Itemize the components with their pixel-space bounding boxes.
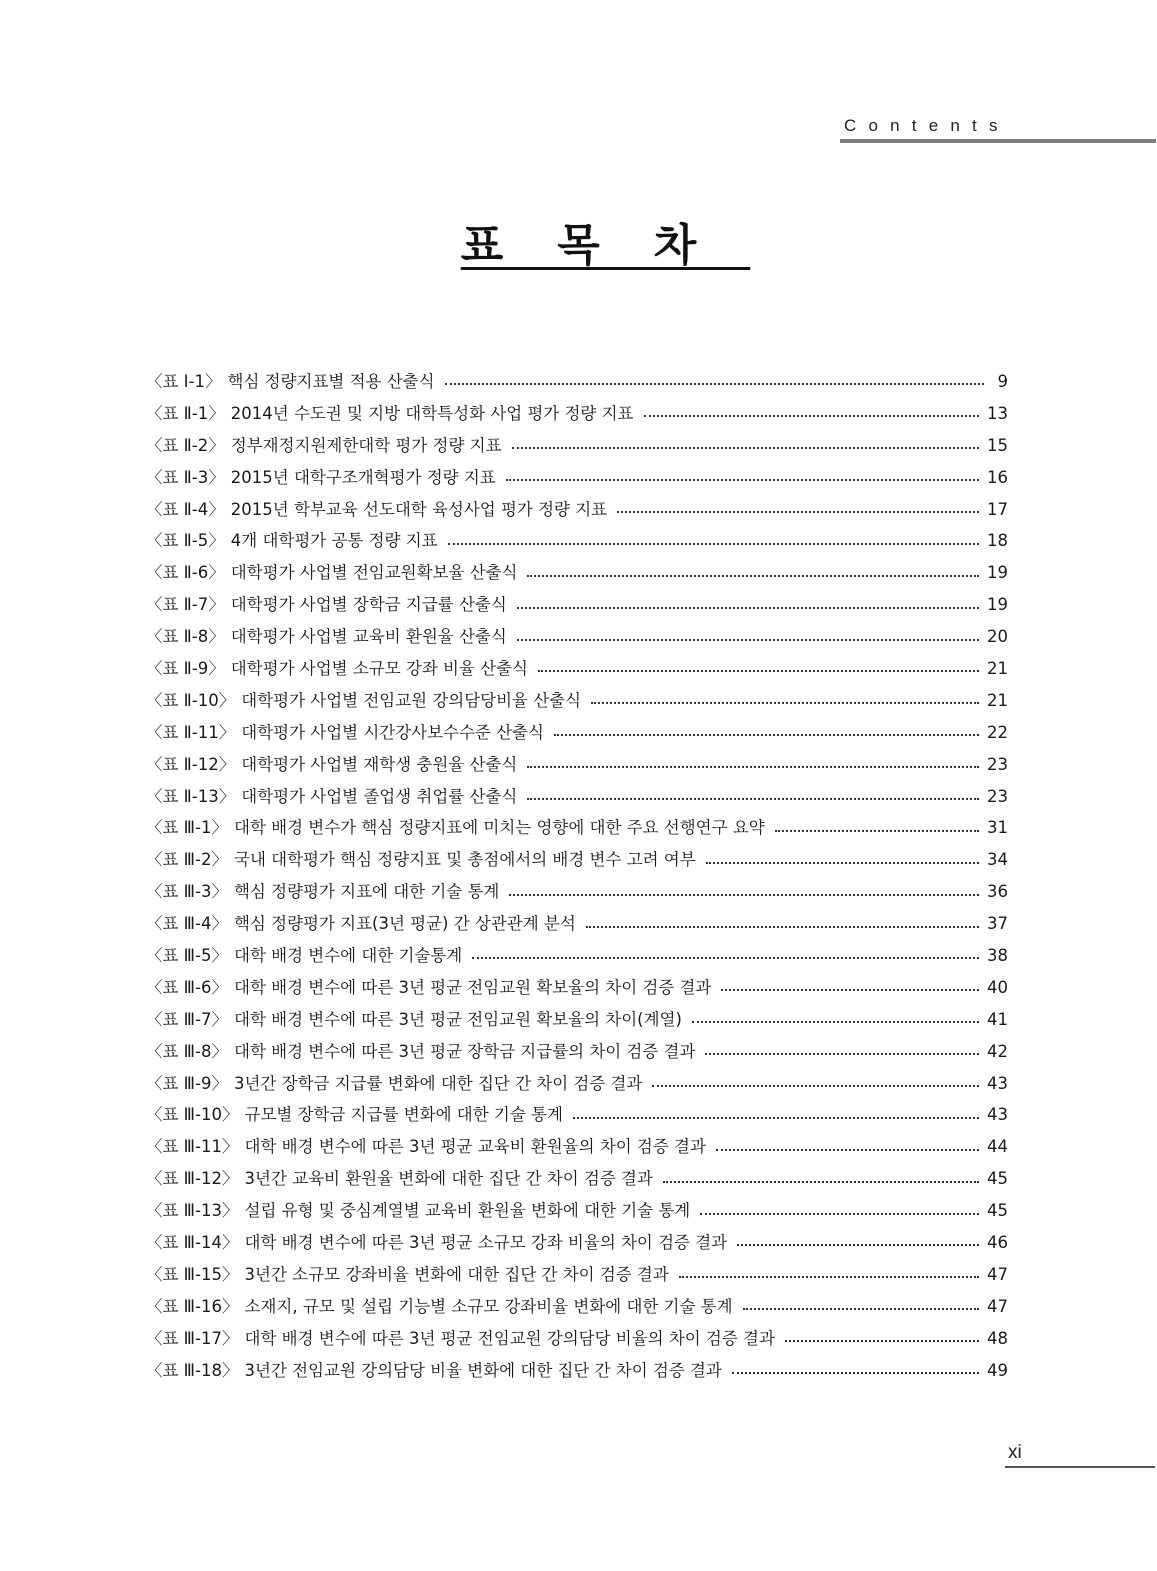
toc-entry-title: 대학평가 사업별 졸업생 취업률 산출식	[241, 786, 518, 806]
toc-entry-label: 〈표 Ⅲ-4〉	[146, 914, 229, 934]
toc-entry-title: 대학평가 사업별 장학금 지급률 산출식	[230, 595, 507, 615]
toc-dot-leader	[472, 956, 979, 959]
toc-entry-title: 3년간 소규모 강좌비율 변화에 대한 집단 간 차이 검증 결과	[244, 1264, 669, 1284]
toc-entry-page: 21	[987, 690, 1008, 710]
toc-entry[interactable]	[146, 1227, 1008, 1259]
toc-entry-page: 19	[987, 563, 1008, 583]
toc-entry-page: 40	[987, 977, 1008, 997]
toc-entry-label: 〈표 Ⅲ-6〉	[146, 977, 229, 997]
toc-dot-leader	[617, 510, 979, 513]
toc-entry-label: 〈표 Ⅱ-4〉	[146, 499, 225, 519]
toc-entry-label: 〈표 Ⅱ-12〉	[146, 754, 236, 774]
toc-entry[interactable]	[146, 1131, 1008, 1163]
toc-entry-label: 〈표 Ⅲ-2〉	[146, 850, 229, 870]
toc-entry-label: 〈표 Ⅱ-11〉	[146, 722, 236, 742]
toc-entry-label: 〈표 Ⅲ-11〉	[146, 1137, 239, 1157]
toc-entry-page: 47	[987, 1264, 1008, 1284]
header-rule	[840, 139, 1156, 143]
toc-entry-title: 핵심 정량평가 지표(3년 평균) 간 상관관계 분석	[234, 914, 576, 934]
toc-entry[interactable]	[146, 1355, 1008, 1387]
toc-dot-leader	[705, 1052, 979, 1055]
toc-entry-page: 44	[987, 1137, 1008, 1157]
toc-entry[interactable]	[146, 749, 1008, 781]
toc-entry-title: 정부재정지원제한대학 평가 정량 지표	[230, 435, 502, 455]
toc-entry-page: 36	[987, 882, 1008, 902]
toc-entry[interactable]	[146, 812, 1008, 844]
page-title: 표목차	[460, 220, 751, 271]
toc-dot-leader	[721, 988, 979, 991]
toc-dot-leader	[512, 446, 979, 449]
toc-entry-page: 17	[987, 499, 1008, 519]
toc-entry-title: 대학평가 사업별 전임교원확보율 산출식	[230, 563, 518, 583]
toc-entry[interactable]	[146, 366, 1008, 398]
toc-entry-page: 49	[987, 1360, 1008, 1380]
toc-entry[interactable]	[146, 1004, 1008, 1036]
toc-entry-title: 대학평가 사업별 시간강사보수수준 산출식	[241, 722, 544, 742]
toc-entry-page: 23	[987, 754, 1008, 774]
toc-entry-page: 43	[987, 1105, 1008, 1125]
toc-entry-page: 31	[987, 818, 1008, 838]
toc-dot-leader	[527, 574, 979, 577]
toc-entry-page: 48	[987, 1328, 1008, 1348]
toc-dot-leader	[445, 382, 984, 385]
toc-entry-title: 대학 배경 변수에 따른 3년 평균 소규모 강좌 비율의 차이 검증 결과	[244, 1233, 728, 1253]
toc-entry-label: 〈표 Ⅲ-10〉	[146, 1105, 239, 1125]
toc-entry[interactable]	[146, 781, 1008, 813]
toc-entry-page: 38	[987, 946, 1008, 966]
toc-entry[interactable]	[146, 972, 1008, 1004]
toc-entry-label: 〈표 Ⅱ-10〉	[146, 690, 236, 710]
toc-entry[interactable]	[146, 462, 1008, 494]
toc-entry-label: 〈표 Ⅲ-9〉	[146, 1073, 229, 1093]
running-header	[840, 115, 1156, 143]
toc-entry-title: 소재지, 규모 및 설립 기능별 소규모 강좌비율 변화에 대한 기술 통계	[244, 1296, 733, 1316]
toc-dot-leader	[538, 669, 979, 672]
toc-entry[interactable]	[146, 621, 1008, 653]
toc-entry-title: 대학평가 사업별 전임교원 강의담당비율 산출식	[241, 690, 582, 710]
header-label: Contents	[844, 116, 1010, 135]
toc-entry-page: 45	[987, 1169, 1008, 1189]
toc-entry-label: 〈표 Ⅰ-1〉	[146, 372, 222, 391]
toc-entry-title: 대학 배경 변수에 따른 3년 평균 교육비 환원율의 차이 검증 결과	[244, 1137, 706, 1157]
toc-entry[interactable]	[146, 1099, 1008, 1131]
toc-entry-title: 대학 배경 변수에 따른 3년 평균 전임교원 강의담당 비율의 차이 검증 결과	[244, 1328, 775, 1348]
toc-entry[interactable]	[146, 876, 1008, 908]
toc-entry[interactable]	[146, 685, 1008, 717]
toc-entry-page: 22	[987, 722, 1008, 742]
toc-dot-leader	[527, 797, 979, 800]
toc-entry[interactable]	[146, 1195, 1008, 1227]
toc-entry[interactable]	[146, 653, 1008, 685]
toc-entry-title: 2015년 학부교육 선도대학 육성사업 평가 정량 지표	[230, 499, 608, 519]
toc-dot-leader	[644, 414, 980, 417]
toc-entry-label: 〈표 Ⅲ-13〉	[146, 1201, 239, 1221]
toc-entry-title: 대학평가 사업별 재학생 충원율 산출식	[241, 754, 518, 774]
toc-entry-title: 핵심 정량평가 지표에 대한 기술 통계	[234, 882, 500, 902]
toc-dot-leader	[706, 861, 979, 864]
toc-dot-leader	[679, 1275, 979, 1278]
toc-dot-leader	[785, 1339, 979, 1342]
toc-entry-page: 18	[987, 531, 1008, 551]
toc-entry-label: 〈표 Ⅱ-13〉	[146, 786, 236, 806]
toc-entry-label: 〈표 Ⅱ-3〉	[146, 467, 225, 487]
toc-entry-page: 42	[987, 1041, 1008, 1061]
toc-entry[interactable]	[146, 398, 1008, 430]
toc-entry-label: 〈표 Ⅲ-12〉	[146, 1169, 239, 1189]
toc-dot-leader	[591, 701, 979, 704]
toc-dot-leader	[663, 1180, 979, 1183]
toc-entry-title: 대학평가 사업별 소규모 강좌 비율 산출식	[230, 659, 528, 679]
toc-entry-page: 15	[987, 435, 1008, 455]
toc-entry[interactable]	[146, 717, 1008, 749]
toc-entry-title: 국내 대학평가 핵심 정량지표 및 총점에서의 배경 변수 고려 여부	[234, 850, 696, 870]
toc-entry-label: 〈표 Ⅲ-1〉	[146, 818, 229, 838]
toc-entry-title: 대학 배경 변수에 따른 3년 평균 전임교원 확보율의 차이 검증 결과	[234, 977, 712, 997]
toc-entry[interactable]	[146, 940, 1008, 972]
toc-entry[interactable]	[146, 589, 1008, 621]
toc-entry-label: 〈표 Ⅲ-15〉	[146, 1264, 239, 1284]
toc-entry[interactable]	[146, 1163, 1008, 1195]
toc-entry-label: 〈표 Ⅱ-8〉	[146, 627, 225, 647]
toc-entry[interactable]	[146, 908, 1008, 940]
toc-entry-page: 34	[987, 850, 1008, 870]
toc-entry[interactable]	[146, 494, 1008, 526]
toc-dot-leader	[652, 1084, 979, 1087]
toc-entry-title: 대학 배경 변수에 따른 3년 평균 전임교원 확보율의 차이(계열)	[234, 1009, 682, 1029]
toc-entry-label: 〈표 Ⅱ-2〉	[146, 435, 225, 455]
toc-entry-title: 대학평가 사업별 교육비 환원율 산출식	[230, 627, 507, 647]
toc-dot-leader	[775, 829, 979, 832]
page-footer	[1005, 1440, 1155, 1468]
toc-dot-leader	[517, 638, 979, 641]
toc-entry[interactable]	[146, 1291, 1008, 1323]
toc-entry-page: 43	[987, 1073, 1008, 1093]
toc-entry-title: 3년간 교육비 환원율 변화에 대한 집단 간 차이 검증 결과	[244, 1169, 653, 1189]
toc-entry-title: 2014년 수도권 및 지방 대학특성화 사업 평가 정량 지표	[230, 403, 634, 423]
toc-entry-page: 23	[987, 786, 1008, 806]
toc-entry[interactable]	[146, 430, 1008, 462]
toc-entry[interactable]	[146, 1323, 1008, 1355]
toc-dot-leader	[506, 478, 979, 481]
toc-entry-page: 47	[987, 1296, 1008, 1316]
toc-entry-label: 〈표 Ⅱ-5〉	[146, 531, 225, 551]
toc-entry-page: 21	[987, 659, 1008, 679]
toc-dot-leader	[517, 606, 979, 609]
toc-entry-page: 45	[987, 1201, 1008, 1221]
toc-entry-label: 〈표 Ⅲ-16〉	[146, 1296, 239, 1316]
toc-entry-title: 2015년 대학구조개혁평가 정량 지표	[230, 467, 496, 487]
toc-entry-label: 〈표 Ⅱ-9〉	[146, 659, 225, 679]
toc-entry-label: 〈표 Ⅲ-3〉	[146, 882, 229, 902]
toc-entry-title: 4개 대학평가 공통 정량 지표	[230, 531, 438, 551]
toc-entry[interactable]	[146, 1259, 1008, 1291]
toc-entry-title: 설립 유형 및 중심계열별 교육비 환원율 변화에 대한 기술 통계	[244, 1201, 691, 1221]
toc-dot-leader	[732, 1371, 979, 1374]
toc-entry-label: 〈표 Ⅲ-18〉	[146, 1360, 239, 1380]
toc-entry-page: 9	[997, 372, 1008, 391]
toc-dot-leader	[586, 925, 979, 928]
toc-dot-leader	[743, 1307, 979, 1310]
toc-entry-title: 규모별 장학금 지급률 변화에 대한 기술 통계	[244, 1105, 563, 1125]
toc-entry-title: 대학 배경 변수에 따른 3년 평균 장학금 지급률의 차이 검증 결과	[234, 1041, 696, 1061]
toc-entry-label: 〈표 Ⅲ-14〉	[146, 1233, 239, 1253]
page-number: xi	[1008, 1442, 1022, 1463]
toc-entry-title: 대학 배경 변수에 대한 기술통계	[234, 946, 463, 966]
toc-dot-leader	[716, 1148, 979, 1151]
toc-dot-leader	[700, 1212, 979, 1215]
toc-entry-title: 핵심 정량지표별 적용 산출식	[227, 372, 435, 391]
toc-entry-page: 19	[987, 595, 1008, 615]
toc-entry-page: 46	[987, 1233, 1008, 1253]
toc-entry-label: 〈표 Ⅱ-6〉	[146, 563, 225, 583]
toc-entry-page: 37	[987, 914, 1008, 934]
toc-entry[interactable]	[146, 525, 1008, 557]
toc-entry-label: 〈표 Ⅲ-17〉	[146, 1328, 239, 1348]
toc-entry-label: 〈표 Ⅲ-7〉	[146, 1009, 229, 1029]
toc-dot-leader	[737, 1243, 979, 1246]
toc-entry-page: 13	[987, 403, 1008, 423]
toc-entry[interactable]	[146, 844, 1008, 876]
page-title-wrapper	[0, 218, 1157, 274]
toc-dot-leader	[509, 893, 979, 896]
toc-entry-label: 〈표 Ⅱ-7〉	[146, 595, 225, 615]
toc-dot-leader	[554, 733, 979, 736]
toc-entry-label: 〈표 Ⅲ-8〉	[146, 1041, 229, 1061]
toc-entry-page: 20	[987, 627, 1008, 647]
toc-entry-title: 3년간 전임교원 강의담당 비율 변화에 대한 집단 간 차이 검증 결과	[244, 1360, 722, 1380]
toc-entry-label: 〈표 Ⅱ-1〉	[146, 403, 225, 423]
toc-entry[interactable]	[146, 1068, 1008, 1100]
toc-entry[interactable]	[146, 1036, 1008, 1068]
toc-entry-label: 〈표 Ⅲ-5〉	[146, 946, 229, 966]
toc-dot-leader	[573, 1116, 979, 1119]
toc-dot-leader	[692, 1020, 979, 1023]
toc-dot-leader	[448, 542, 979, 545]
toc-entry[interactable]	[146, 557, 1008, 589]
toc-entry-page: 41	[987, 1009, 1008, 1029]
toc-dot-leader	[527, 765, 979, 768]
footer-rule	[1005, 1466, 1155, 1468]
toc-entry-title: 대학 배경 변수가 핵심 정량지표에 미치는 영향에 대한 주요 선행연구 요약	[234, 818, 765, 838]
toc-entry-page: 16	[987, 467, 1008, 487]
toc-entry-title: 3년간 장학금 지급률 변화에 대한 집단 간 차이 검증 결과	[234, 1073, 643, 1093]
table-of-contents	[146, 366, 1008, 1387]
